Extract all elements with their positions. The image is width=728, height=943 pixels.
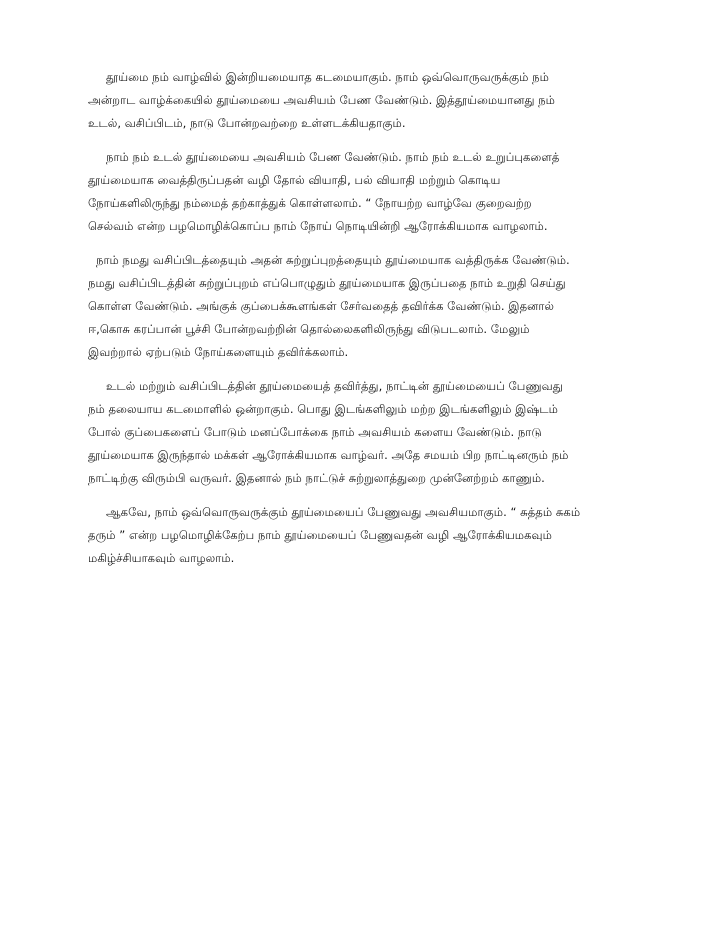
text-line: தூய்மை நம் வாழ்வில் இன்றியமையாத கடமையாகும். நாம் ஒவ்வொருவருக்கும் நம்	[106, 70, 549, 84]
paragraph-2	[88, 146, 648, 238]
text-line: போல் குப்பைகளைப் போடும் மனப்போக்கை நாம் அவசியம் களைய வேண்டும். நாடு	[88, 425, 542, 439]
text-line: தூய்மையாக வைத்திருப்பதன் வழி தோல் வியாதி, பல் வியாதி மற்றும் கொடிய	[88, 173, 501, 187]
text-line: உடல் மற்றும் வசிப்பிடத்தின் தூய்மையைத் தவிர்த்து, நாட்டின் தூய்மையைப் பேணுவது	[106, 379, 563, 393]
essay-body	[88, 66, 648, 581]
paragraph-4	[88, 375, 648, 490]
text-line: கொள்ள வேண்டும். அங்குக் குப்பைக்கூளங்கள் சேர்வதைத் தவிர்க்க வேண்டும். இதனால்	[88, 299, 555, 313]
text-line: நம் தலையாய கடமைாளில் ஒன்றாகும். பொது இடங்களிலும் மற்ற இடங்களிலும் இஷ்டம்	[88, 402, 558, 416]
text-line: நாம் நமது வசிப்பிடத்தையும் அதன் சுற்றுப்புறத்தையும் தூய்மையாக வத்திருக்க வேண்டும்.	[96, 253, 570, 267]
text-line: ஈ,கொசு கரப்பான் பூச்சி போன்றவற்றின் தொல்லைகளிலிருந்து விடுபடலாம். மேலும்	[88, 322, 530, 336]
text-line: நமது வசிப்பிடத்தின் சுற்றுப்புறம் எப்பொழுதும் தூய்மையாக இருப்பதை நாம் உறுதி செய்து	[88, 276, 566, 290]
paragraph-1	[88, 66, 648, 135]
paragraph-5	[88, 501, 648, 570]
text-line: நாட்டிற்கு விரும்பி வருவர். இதனால் நம் நாட்டுச் சுற்றுலாத்துறை முன்னேற்றம் காணும்.	[88, 471, 545, 485]
text-line: செல்வம் என்ற பழமொழிக்கொப்ப நாம் நோய் நொடியின்றி ஆரோக்கியமாக வாழலாம்.	[88, 219, 548, 233]
text-line: மகிழ்ச்சியாகவும் வாழலாம்.	[88, 551, 235, 565]
paragraph-3	[88, 249, 648, 364]
text-line: ஆகவே, நாம் ஒவ்வொருவருக்கும் தூய்மையைப் பேணுவது அவசியமாகும். “ சுத்தம் சுகம்	[106, 505, 581, 519]
text-line: அன்றாட வாழ்க்கையில் தூய்மையை அவசியம் பேண வேண்டும். இத்தூய்மையானது நம்	[88, 93, 556, 107]
text-line: தூய்மையாக இருந்தால் மக்கள் ஆரோக்கியமாக வாழ்வர். அதே சமயம் பிற நாட்டினரும் நம்	[88, 448, 569, 462]
text-line: இவற்றால் ஏற்படும் நோய்களையும் தவிர்க்கலாம்.	[88, 345, 349, 359]
text-line: தரும் ” என்ற பழமொழிக்கேற்ப நாம் தூய்மையைப் பேணுவதன் வழி ஆரோக்கியமகவும்	[88, 528, 552, 542]
text-line: உடல், வசிப்பிடம், நாடு போன்றவற்றை உள்ளடக்கியதாகும்.	[88, 116, 406, 130]
text-line: நோய்களிலிருந்து நம்மைத் தற்காத்துக் கொள்ளலாம். “ நோயற்ற வாழ்வே குறைவற்ற	[88, 196, 532, 210]
text-line: நாம் நம் உடல் தூய்மையை அவசியம் பேண வேண்டும். நாம் நம் உடல் உறுப்புகளைத்	[106, 150, 560, 164]
